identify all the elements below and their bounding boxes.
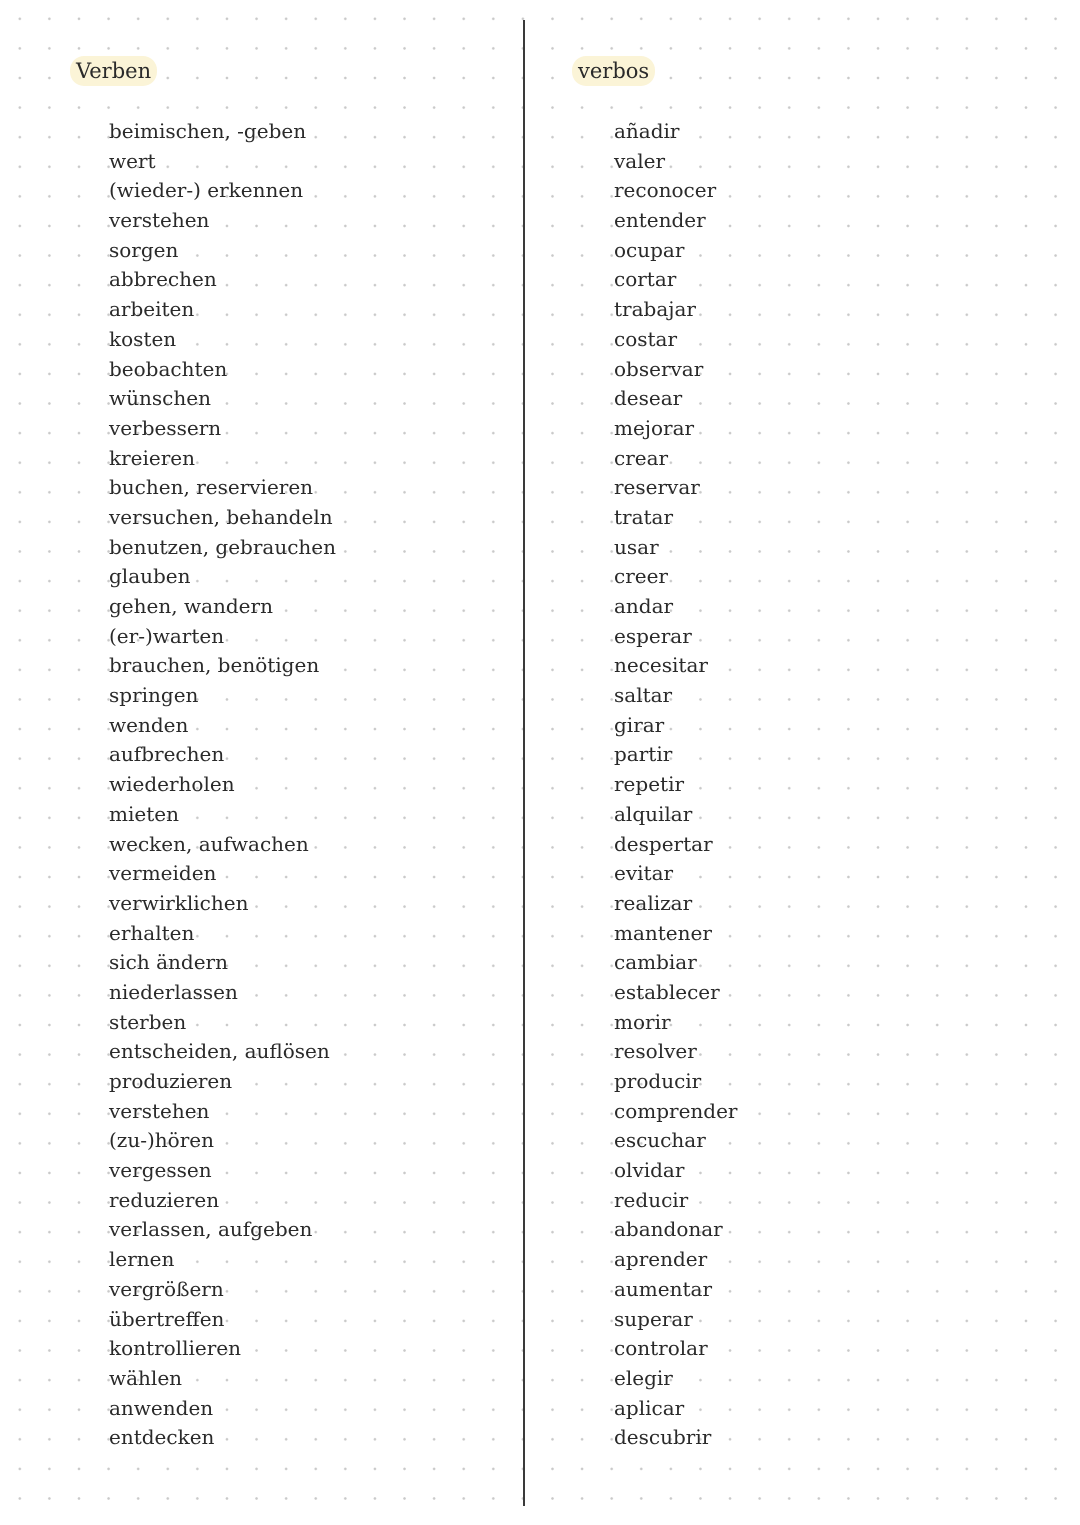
spanish-word: ocupar (614, 237, 685, 262)
german-word: vergrößern (109, 1276, 224, 1301)
german-word: erhalten (109, 920, 195, 945)
german-word: arbeiten (109, 297, 195, 322)
spanish-word: realizar (614, 890, 693, 915)
spanish-word: repetir (614, 772, 685, 797)
spanish-word: reducir (614, 1187, 689, 1212)
spanish-word: aprender (614, 1247, 708, 1272)
german-word: wählen (109, 1365, 183, 1390)
spanish-word: añadir (614, 119, 680, 143)
german-word: anwenden (109, 1395, 214, 1420)
german-word: (zu-)hören (109, 1128, 214, 1153)
spanish-word: aumentar (614, 1276, 713, 1301)
column-divider (523, 20, 525, 1506)
spanish-word: evitar (614, 861, 674, 886)
german-word: sich ändern (109, 950, 228, 975)
german-word: springen (109, 683, 199, 708)
spanish-word: producir (614, 1069, 702, 1093)
spanish-word: reservar (614, 475, 700, 500)
german-word: übertreffen (109, 1306, 225, 1331)
german-word: sterben (109, 1009, 187, 1034)
german-word: wert (109, 148, 156, 173)
german-word: reduzieren (109, 1187, 220, 1212)
german-word: vergessen (109, 1158, 212, 1183)
spanish-word: usar (614, 534, 659, 559)
german-word: verstehen (109, 1098, 210, 1123)
german-word: produzieren (109, 1069, 233, 1093)
spanish-word: cambiar (614, 950, 697, 975)
german-word: entdecken (109, 1425, 215, 1450)
spanish-word: olvidar (614, 1158, 685, 1183)
spanish-word: creer (614, 564, 668, 589)
spanish-word: despertar (614, 831, 713, 856)
german-word-list (109, 117, 336, 1453)
spanish-word: alquilar (614, 801, 693, 826)
spanish-word: comprender (614, 1098, 738, 1123)
german-word: (wieder-) erkennen (109, 178, 304, 203)
german-word: (er-)warten (109, 623, 225, 648)
spanish-word: trabajar (614, 297, 696, 322)
spanish-word: girar (614, 712, 665, 737)
spanish-word-list (614, 117, 738, 1453)
spanish-word: cortar (614, 267, 677, 292)
spanish-word: elegir (614, 1365, 673, 1390)
german-word: aufbrechen (109, 742, 225, 767)
spanish-word: aplicar (614, 1395, 685, 1420)
german-word: kreieren (109, 445, 196, 470)
spanish-word: valer (614, 148, 666, 173)
german-word: lernen (109, 1247, 175, 1272)
spanish-word: observar (614, 356, 704, 381)
german-word: niederlassen (109, 979, 238, 1004)
german-word: buchen, reservieren (109, 475, 314, 500)
spanish-word: superar (614, 1306, 693, 1331)
spanish-word: tratar (614, 504, 674, 529)
german-word: versuchen, behandeln (109, 504, 333, 529)
german-word: kosten (109, 326, 177, 351)
german-heading: Verben (70, 56, 157, 86)
spanish-word: mejorar (614, 415, 695, 440)
german-word: sorgen (109, 237, 179, 262)
spanish-word: desear (614, 386, 683, 411)
spanish-heading: verbos (572, 56, 655, 86)
spanish-word: andar (614, 594, 674, 618)
spanish-word: controlar (614, 1336, 708, 1361)
spanish-word: esperar (614, 623, 692, 648)
german-word: entscheiden, auflösen (109, 1039, 330, 1064)
spanish-word: abandonar (614, 1217, 723, 1242)
spanish-word: mantener (614, 920, 712, 945)
spanish-word: necesitar (614, 653, 708, 678)
german-word: kontrollieren (109, 1336, 241, 1361)
german-word: wiederholen (109, 772, 235, 797)
spanish-word: resolver (614, 1039, 697, 1064)
spanish-word: saltar (614, 683, 673, 708)
german-word: verbessern (109, 415, 222, 440)
german-word: mieten (109, 801, 179, 826)
spanish-word: entender (614, 208, 706, 233)
spanish-word: partir (614, 742, 673, 767)
german-word: abbrechen (109, 267, 217, 292)
german-word: beimischen, -geben (109, 119, 307, 143)
german-word: wünschen (109, 386, 211, 411)
spanish-word: crear (614, 445, 669, 470)
german-word: wecken, aufwachen (109, 831, 309, 856)
german-word: beobachten (109, 356, 228, 381)
german-word: gehen, wandern (109, 594, 273, 618)
spanish-word: morir (614, 1009, 671, 1034)
german-word: glauben (109, 564, 191, 589)
spanish-word: establecer (614, 979, 720, 1004)
german-word: verwirklichen (109, 890, 249, 915)
german-word: benutzen, gebrauchen (109, 534, 337, 559)
spanish-word: escuchar (614, 1128, 706, 1153)
spanish-word: reconocer (614, 178, 717, 203)
german-word: verlassen, aufgeben (109, 1217, 313, 1242)
spanish-word: descubrir (614, 1425, 712, 1450)
german-word: vermeiden (109, 861, 217, 886)
german-word: brauchen, benötigen (109, 653, 320, 678)
spanish-word: costar (614, 326, 678, 351)
german-word: verstehen (109, 208, 210, 233)
german-word: wenden (109, 712, 189, 737)
